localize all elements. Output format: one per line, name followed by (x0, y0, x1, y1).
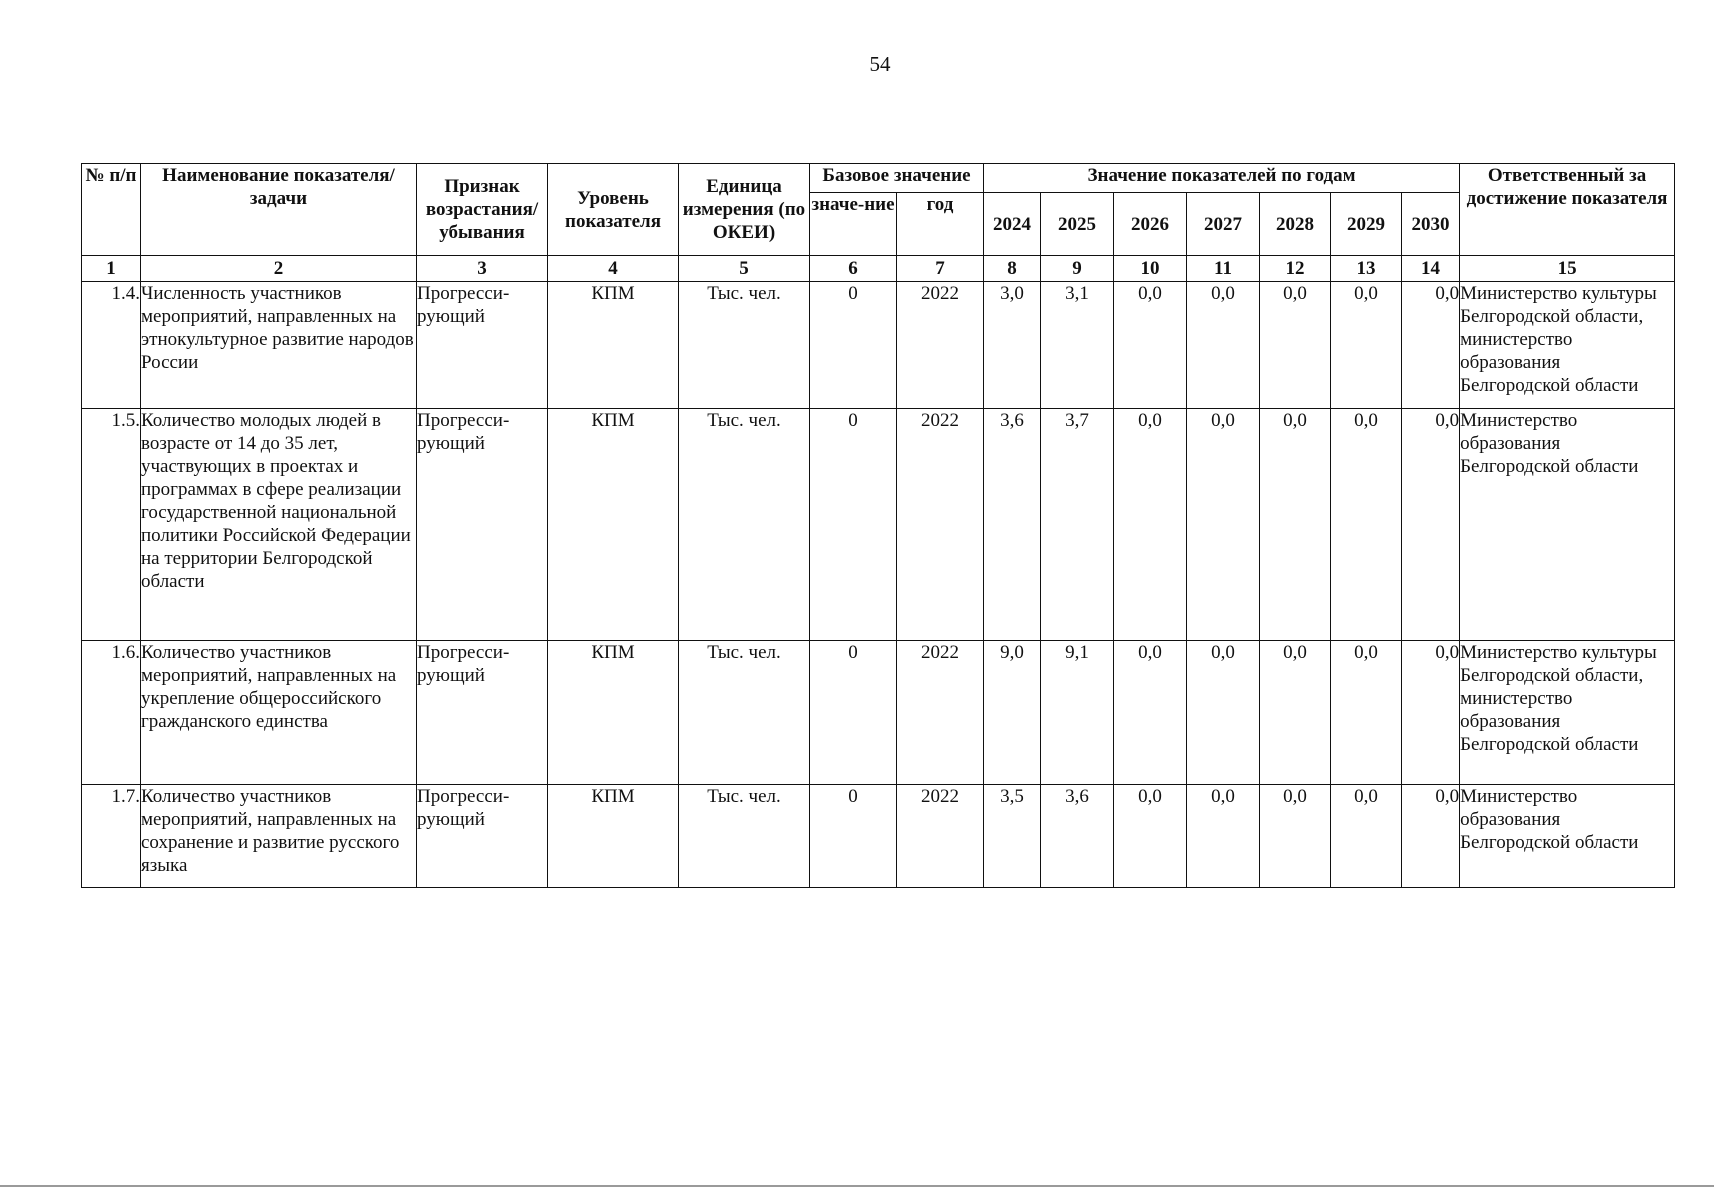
column-number: 3 (417, 256, 548, 282)
year-value: 3,1 (1041, 282, 1114, 409)
year-value: 0,0 (1187, 641, 1260, 785)
base-value: 0 (810, 282, 897, 409)
year-value: 0,0 (1114, 785, 1187, 888)
year-value: 3,7 (1041, 409, 1114, 641)
column-number: 7 (897, 256, 984, 282)
indicator-unit: Тыс. чел. (679, 641, 810, 785)
column-number: 5 (679, 256, 810, 282)
base-value: 0 (810, 785, 897, 888)
year-value: 0,0 (1402, 785, 1460, 888)
header-year: 2024 (984, 193, 1041, 256)
column-number: 15 (1460, 256, 1675, 282)
header-sign: Признак возрастания/ убывания (417, 164, 548, 256)
scan-edge-line (0, 1185, 1714, 1187)
indicator-sign: Прогресси-рующий (417, 785, 548, 888)
row-number: 1.5. (82, 409, 141, 641)
responsible: Министерство образования Белгородской области (1460, 409, 1675, 641)
header-year: 2027 (1187, 193, 1260, 256)
indicators-table (81, 163, 1675, 888)
table-row (82, 282, 1675, 409)
year-value: 3,0 (984, 282, 1041, 409)
year-value: 9,1 (1041, 641, 1114, 785)
header-base-group: Базовое значение (810, 164, 984, 193)
base-year: 2022 (897, 282, 984, 409)
year-value: 0,0 (1260, 282, 1331, 409)
table-row (82, 641, 1675, 785)
year-value: 0,0 (1114, 641, 1187, 785)
year-value: 0,0 (1187, 282, 1260, 409)
column-number: 1 (82, 256, 141, 282)
table-row (82, 785, 1675, 888)
column-number: 10 (1114, 256, 1187, 282)
indicator-unit: Тыс. чел. (679, 785, 810, 888)
base-value: 0 (810, 409, 897, 641)
year-value: 0,0 (1402, 282, 1460, 409)
indicator-sign: Прогресси-рующий (417, 409, 548, 641)
base-value: 0 (810, 641, 897, 785)
header-base-year: год (897, 193, 984, 256)
year-value: 0,0 (1331, 282, 1402, 409)
indicator-level: КПМ (548, 409, 679, 641)
year-value: 0,0 (1402, 641, 1460, 785)
column-number: 14 (1402, 256, 1460, 282)
responsible: Министерство культуры Белгородской области, министерство образования Белгородской области (1460, 282, 1675, 409)
year-value: 0,0 (1402, 409, 1460, 641)
indicator-sign: Прогресси-рующий (417, 641, 548, 785)
column-number: 2 (141, 256, 417, 282)
indicator-name: Количество участников мероприятий, направленных на сохранение и развитие русского языка (141, 785, 417, 888)
header-name: Наименование показателя/задачи (141, 164, 417, 256)
row-number: 1.7. (82, 785, 141, 888)
header-base-value: значе-ние (810, 193, 897, 256)
year-value: 3,6 (984, 409, 1041, 641)
header-year: 2029 (1331, 193, 1402, 256)
indicator-name: Численность участников мероприятий, направленных на этнокультурное развитие народов России (141, 282, 417, 409)
header-year: 2026 (1114, 193, 1187, 256)
header-responsible: Ответственный за достижение показателя (1460, 164, 1675, 256)
column-number: 11 (1187, 256, 1260, 282)
year-value: 0,0 (1114, 282, 1187, 409)
base-year: 2022 (897, 409, 984, 641)
column-number: 13 (1331, 256, 1402, 282)
year-value: 3,5 (984, 785, 1041, 888)
indicator-sign: Прогресси-рующий (417, 282, 548, 409)
year-value: 0,0 (1331, 409, 1402, 641)
year-value: 0,0 (1187, 785, 1260, 888)
responsible: Министерство образования Белгородской области (1460, 785, 1675, 888)
header-level: Уровень показателя (548, 164, 679, 256)
indicator-unit: Тыс. чел. (679, 282, 810, 409)
column-number: 6 (810, 256, 897, 282)
year-value: 3,6 (1041, 785, 1114, 888)
indicator-name: Количество молодых людей в возрасте от 14 до 35 лет, участвующих в проектах и программах в сфере реализации государственной национальной политики Российской Федерации на территории Белгородской области (141, 409, 417, 641)
year-value: 0,0 (1260, 641, 1331, 785)
header-years-group: Значение показателей по годам (984, 164, 1460, 193)
year-value: 0,0 (1260, 785, 1331, 888)
year-value: 0,0 (1331, 785, 1402, 888)
column-number: 12 (1260, 256, 1331, 282)
base-year: 2022 (897, 785, 984, 888)
header-num: № п/п (82, 164, 141, 256)
indicator-level: КПМ (548, 282, 679, 409)
column-number: 9 (1041, 256, 1114, 282)
base-year: 2022 (897, 641, 984, 785)
column-number: 4 (548, 256, 679, 282)
responsible: Министерство культуры Белгородской области, министерство образования Белгородской области (1460, 641, 1675, 785)
row-number: 1.6. (82, 641, 141, 785)
year-value: 9,0 (984, 641, 1041, 785)
row-number: 1.4. (82, 282, 141, 409)
indicator-name: Количество участников мероприятий, направленных на укрепление общероссийского гражданского единства (141, 641, 417, 785)
header-year: 2025 (1041, 193, 1114, 256)
header-year: 2030 (1402, 193, 1460, 256)
indicator-unit: Тыс. чел. (679, 409, 810, 641)
year-value: 0,0 (1331, 641, 1402, 785)
page-number: 54 (869, 52, 891, 76)
year-value: 0,0 (1187, 409, 1260, 641)
year-value: 0,0 (1114, 409, 1187, 641)
table-row (82, 409, 1675, 641)
header-unit: Единица измерения (по ОКЕИ) (679, 164, 810, 256)
indicator-level: КПМ (548, 641, 679, 785)
header-year: 2028 (1260, 193, 1331, 256)
year-value: 0,0 (1260, 409, 1331, 641)
indicator-level: КПМ (548, 785, 679, 888)
column-number: 8 (984, 256, 1041, 282)
